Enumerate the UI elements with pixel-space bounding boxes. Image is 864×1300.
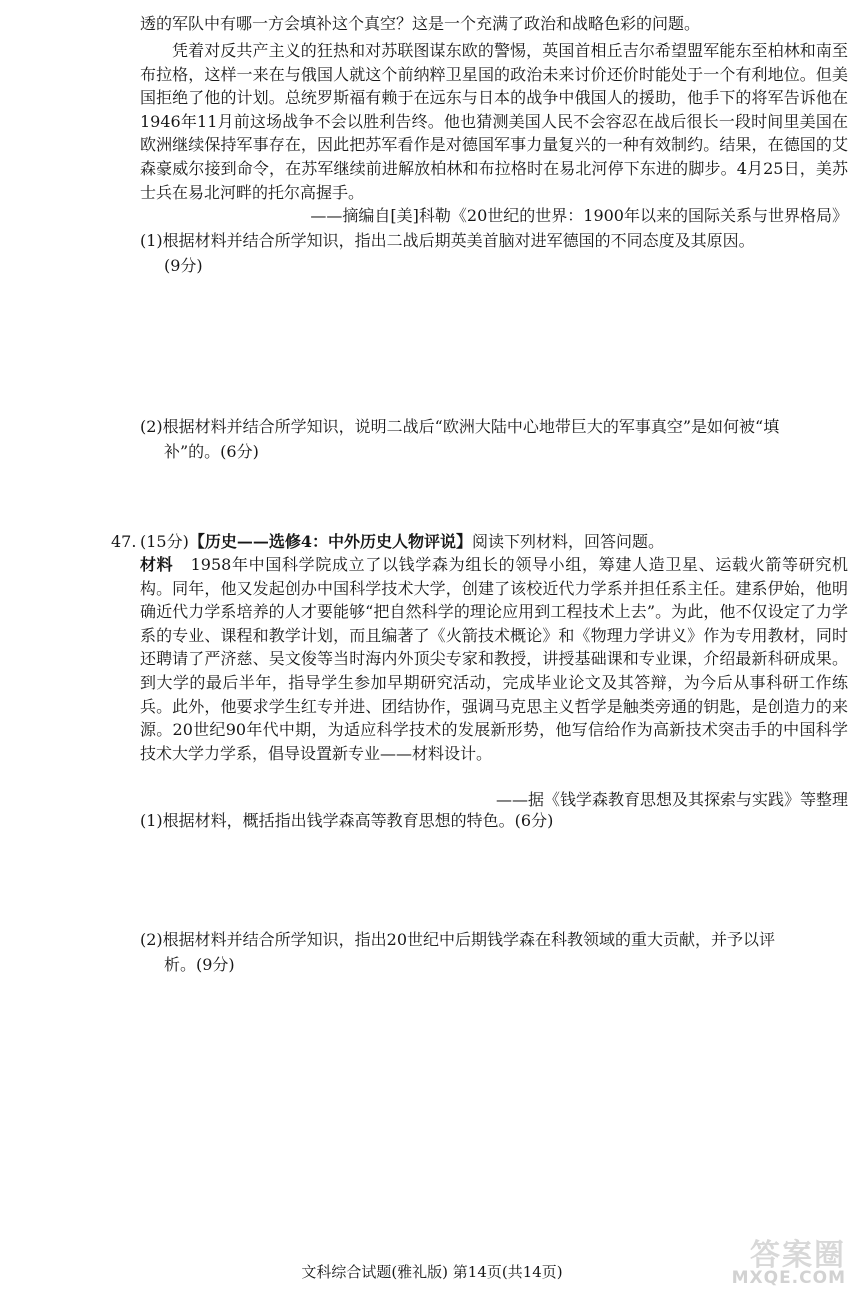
watermark (712, 1230, 852, 1292)
watermark-logo: 答案圈 (750, 1238, 846, 1273)
q47-subquestion-2 (140, 927, 848, 977)
q47-material-text: 1958年中国科学院成立了以钱学森为组长的领导小组，筹建人造卫星、运载火箭等研究机构。同年，他又发起创办中国科学技术大学，创建了该校近代力学系并担任系主任。建系伊始，他明确近代力学系培养的人才要能够“把自然科学的理论应用到工程技术上去”。为此，他不仅设定了力学系的专业、课程和教学计划，而且编著了《火箭技术概论》和《物理力学讲义》作为专用教材，同时还聘请了严济慈、吴文俊等当时海内外顶尖专家和教授，讲授基础课和专业课，介绍最新科研成果。到大学的最后半年，指导学生参加早期研究活动，完成毕业论文及其答辩，为今后从事科研工作练兵。此外，他要求学生红专并进、团结协作，强调马克思主义哲学是触类旁通的钥匙，是创造力的来源。20世纪90年代中期，为适应科学技术的发展新形势，他写信给作为高新技术突击手的中国科学技术大学力学系，倡导设置新专业——材料设计。 (140, 555, 848, 763)
q47-tag: 【历史——选修4：中外历史人物评说】 (188, 532, 472, 551)
intro-line: 透的军队中有哪一方会填补这个真空？这是一个充满了政治和战略色彩的问题。 (140, 14, 701, 33)
q47-sub2-score: 析。(9分) (164, 955, 235, 974)
q46-subquestion-1 (140, 228, 848, 278)
watermark-url: MXQE.COM (731, 1268, 846, 1288)
q46-sub1-text: (1)根据材料并结合所学知识，指出二战后期英美首脑对进军德国的不同态度及其原因。 (140, 231, 755, 250)
q47-heading (140, 530, 848, 554)
q47-instruction: 阅读下列材料，回答问题。 (472, 532, 665, 551)
material-paragraph: 凭着对反共产主义的狂热和对苏联图谋东欧的警惕，英国首相丘吉尔希望盟军能东至柏林和南至布拉格，这样一来在与俄国人就这个前纳粹卫星国的政治未来讨价还价时能处于一个有利地位。但美国拒绝了他的计划。总统罗斯福有赖于在远东与日本的战争中俄国人的援助，他手下的将军告诉他在1946年11月前这场战争不会以胜利告终。他也猜测美国人民不会容忍在战后很长一段时间里美国在欧洲继续保持军事存在，因此把苏军看作是对德国军事力量复兴的一种有效制约。结果，在德国的艾森豪威尔接到命令，在苏军继续前进解放柏林和布拉格时在易北河停下东进的脚步。4月25日，美苏士兵在易北河畔的托尔高握手。 (140, 41, 848, 202)
page-footer: 文科综合试题(雅礼版) 第14页(共14页) (301, 1263, 563, 1281)
q47-material (140, 553, 848, 765)
q47-number: 47. (111, 532, 137, 551)
q46-sub2-score: 补”的。(6分) (164, 442, 259, 461)
q47-score: (15分) (140, 532, 189, 551)
q47-subquestion-1 (140, 808, 848, 833)
material-source: ——摘编自[美]科勒《20世纪的世界：1900年以来的国际关系与世界格局》 (310, 206, 848, 225)
q46-sub2-text: (2)根据材料并结合所学知识，说明二战后“欧洲大陆中心地带巨大的军事真空”是如何被“填 (140, 417, 780, 436)
q47-sub2-text: (2)根据材料并结合所学知识，指出20世纪中后期钱学森在科教领域的重大贡献，并予以评 (140, 930, 776, 949)
q47-material-label: 材料 (140, 555, 174, 574)
q47-sub1-text: (1)根据材料，概括指出钱学森高等教育思想的特色。(6分) (140, 811, 554, 830)
q46-subquestion-2 (140, 414, 848, 464)
q47-source: ——据《钱学森教育思想及其探索与实践》等整理 (495, 790, 848, 809)
q46-sub1-score: (9分) (164, 256, 203, 275)
